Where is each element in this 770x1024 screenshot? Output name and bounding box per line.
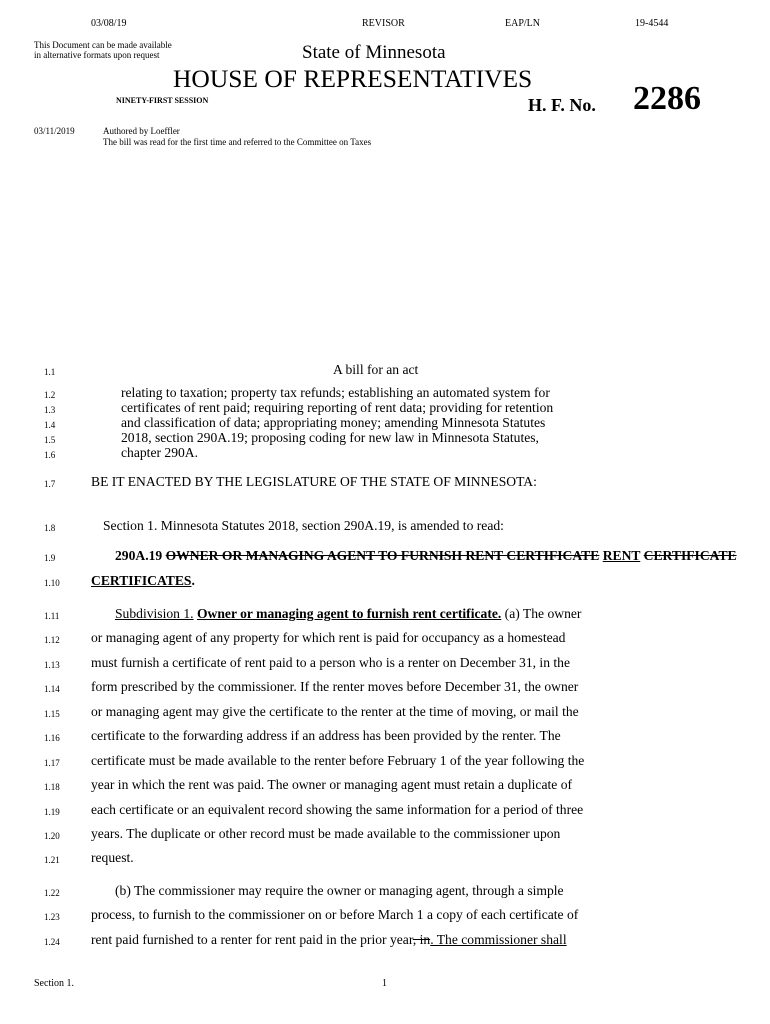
line-number: 1.4 — [44, 420, 56, 430]
header-revisor: REVISOR — [362, 18, 405, 29]
body-line: rent paid furnished to a renter for rent paid in the prior year, in. The commissioner shall — [91, 932, 567, 947]
line-number: 1.13 — [44, 660, 60, 670]
body-line: years. The duplicate or other record must be made available to the commissioner upon — [91, 826, 561, 841]
state-name: State of Minnesota — [302, 42, 446, 63]
line-number: 1.3 — [44, 405, 56, 415]
session-label: NINETY-FIRST SESSION — [116, 96, 209, 105]
section-intro: Section 1. Minnesota Statutes 2018, section 290A.19, is amended to read: — [103, 518, 504, 533]
line-number: 1.21 — [44, 855, 60, 865]
line-number: 1.23 — [44, 912, 60, 922]
body-line: must furnish a certificate of rent paid to a person who is a renter on December 31, in the — [91, 655, 571, 670]
line-number: 1.15 — [44, 709, 60, 719]
line-number: 1.7 — [44, 479, 56, 489]
history-text: Authored by Loeffler The bill was read for the first time and referred to the Committee on Taxes — [103, 126, 372, 147]
line-number: 1.16 — [44, 733, 60, 743]
header-doc-number: 19-4544 — [635, 18, 669, 29]
hf-label: H. F. No. — [528, 95, 596, 115]
line-number: 1.14 — [44, 684, 60, 694]
body-line: certificate to the forwarding address if an address has been provided by the renter. The — [91, 728, 561, 743]
body-line: form prescribed by the commissioner. If the renter moves before December 31, the owner — [91, 679, 579, 694]
bill-title: A bill for an act — [333, 362, 419, 377]
line-number: 1.24 — [44, 937, 60, 947]
line-number: 1.18 — [44, 782, 60, 792]
enacting-clause: BE IT ENACTED BY THE LEGISLATURE OF THE STATE OF MINNESOTA: — [91, 474, 537, 489]
line-number: 1.2 — [44, 390, 56, 400]
body-line: year in which the rent was paid. The owner or managing agent must retain a duplicate of — [91, 777, 573, 792]
hf-number: 2286 — [633, 80, 701, 117]
body-line: or managing agent may give the certificate to the renter at the time of moving, or mail the — [91, 704, 579, 719]
header-code: EAP/LN — [505, 18, 540, 29]
body-line: (b) The commissioner may require the owner or managing agent, through a simple — [115, 883, 564, 898]
alt-format-note: This Document can be made available in alternative formats upon request — [34, 40, 172, 60]
section-heading: 290A.19 OWNER OR MANAGING AGENT TO FURNISH RENT CERTIFICATE RENT CERTIFICATE — [115, 548, 737, 563]
body-line: request. — [91, 850, 134, 865]
body-line: each certificate or an equivalent record showing the same information for a period of three — [91, 802, 584, 817]
relating-line: relating to taxation; property tax refunds; establishing an automated system for — [121, 385, 550, 400]
page-number: 1 — [382, 978, 387, 989]
body-line: certificate must be made available to the renter before February 1 of the year following the — [91, 753, 585, 768]
relating-line: chapter 290A. — [121, 445, 199, 460]
subdivision-line: Subdivision 1. Owner or managing agent to furnish rent certificate. (a) The owner — [115, 606, 582, 621]
line-number: 1.10 — [44, 578, 60, 588]
line-number: 1.20 — [44, 831, 60, 841]
header-date: 03/08/19 — [91, 18, 127, 29]
line-number: 1.19 — [44, 807, 60, 817]
line-number: 1.17 — [44, 758, 60, 768]
line-number: 1.9 — [44, 553, 56, 563]
line-number: 1.1 — [44, 367, 56, 377]
history-date: 03/11/2019 — [34, 126, 75, 136]
line-number: 1.22 — [44, 888, 60, 898]
section-heading-cont: CERTIFICATES. — [91, 573, 195, 588]
line-number: 1.8 — [44, 523, 56, 533]
line-number: 1.5 — [44, 435, 56, 445]
line-number: 1.11 — [44, 611, 60, 621]
line-number: 1.12 — [44, 635, 60, 645]
body-line: process, to furnish to the commissioner on or before March 1 a copy of each certificate of — [91, 907, 579, 922]
footer-section: Section 1. — [34, 978, 74, 989]
relating-line: certificates of rent paid; requiring reporting of rent data; providing for retention — [121, 400, 554, 415]
relating-line: 2018, section 290A.19; proposing coding for new law in Minnesota Statutes, — [121, 430, 539, 445]
house-title: HOUSE OF REPRESENTATIVES — [173, 64, 533, 93]
relating-line: and classification of data; appropriating money; amending Minnesota Statutes — [121, 415, 546, 430]
body-line: or managing agent of any property for which rent is paid for occupancy as a homestead — [91, 630, 566, 645]
line-number: 1.6 — [44, 450, 56, 460]
